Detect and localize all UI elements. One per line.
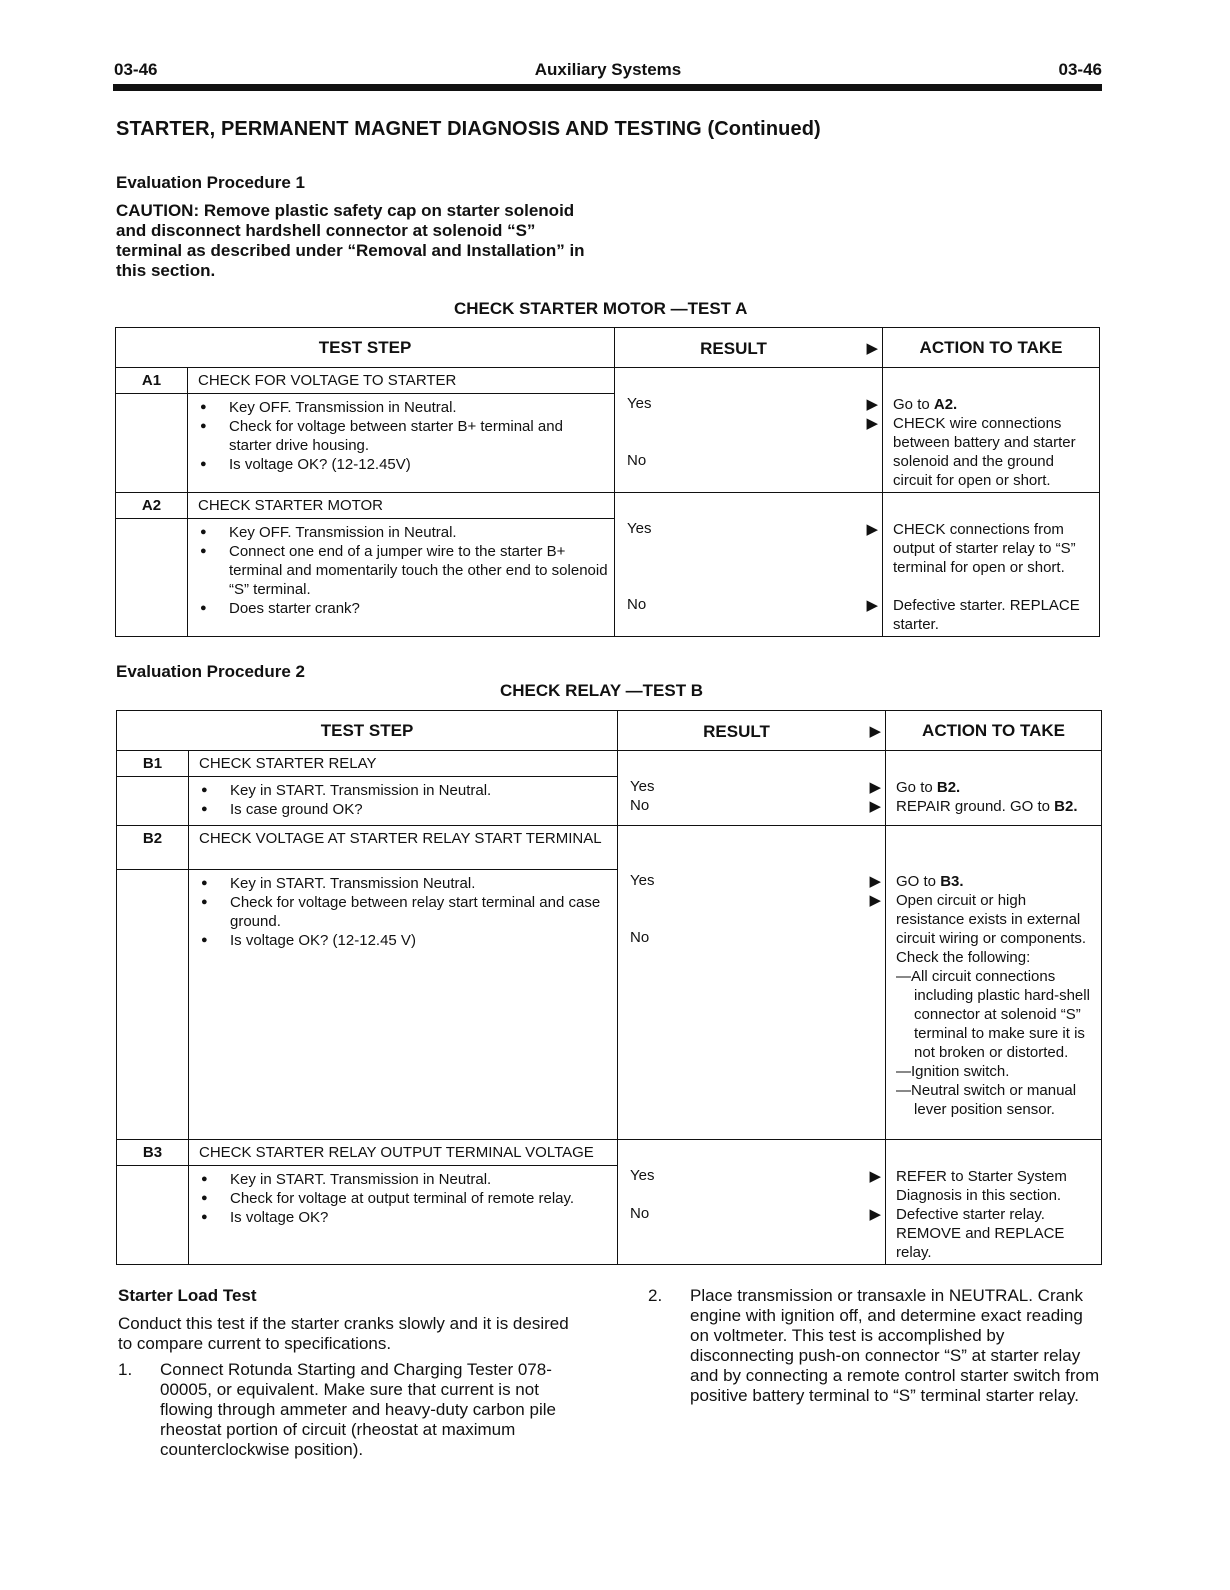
bullet-item: ● Check for voltage at output terminal of remote relay. <box>189 1189 611 1208</box>
result-yes: Yes <box>627 520 652 537</box>
list-number: 2. <box>648 1286 663 1305</box>
step-bullets <box>189 1166 618 1265</box>
bullet-item: ● Is case ground OK? <box>189 800 611 819</box>
test-a-col-action: ACTION TO TAKE <box>883 328 1100 368</box>
load-test-right-column <box>648 1286 1104 1406</box>
step-id: B2 <box>117 826 189 870</box>
list-item <box>118 1360 578 1460</box>
test-a-col-step: TEST STEP <box>116 328 615 368</box>
action-no: CHECK wire connections between battery and starter solenoid and the ground circuit for open or short. <box>893 415 1076 489</box>
step-id-spacer <box>116 394 188 493</box>
page-header <box>114 60 1102 82</box>
bullet-item: ● Check for voltage between starter B+ terminal and starter drive housing. <box>188 417 608 455</box>
bullet-item: ● Connect one end of a jumper wire to the starter B+ terminal and momentarily touch the other end to solenoid “S” terminal. <box>188 542 608 599</box>
caution-note: CAUTION: Remove plastic safety cap on starter solenoid and disconnect hardshell connector at solenoid “S” terminal as described under “Removal and Installation” in this section. <box>116 201 585 280</box>
arrow-icon: ▶ <box>869 798 882 815</box>
arrow-icon: ▶ <box>866 597 879 614</box>
bullet-item: ● Does starter crank? <box>188 599 608 618</box>
section-title: STARTER, PERMANENT MAGNET DIAGNOSIS AND TESTING (Continued) <box>116 118 821 140</box>
step-id-spacer <box>117 1166 189 1265</box>
load-test-heading: Starter Load Test <box>118 1286 257 1305</box>
step-name: CHECK VOLTAGE AT STARTER RELAY START TERMINAL <box>189 826 618 870</box>
action-no: Defective starter. REPLACE starter. <box>893 597 1080 633</box>
step-bullets <box>188 519 615 637</box>
action-yes: CHECK connections from output of starter relay to “S” terminal for open or short. <box>893 521 1076 576</box>
result-no: No <box>630 797 650 814</box>
test-a-title: CHECK STARTER MOTOR —TEST A <box>454 299 748 318</box>
result-no: No <box>630 1205 650 1222</box>
step-result <box>615 368 883 493</box>
action-yes: GO to B3. <box>896 873 964 890</box>
bullet-item: ● Key in START. Transmission in Neutral. <box>189 1170 611 1189</box>
list-text: Connect Rotunda Starting and Charging Tester 078-00005, or equivalent. Make sure that current is not flowing through ammeter and heavy-duty carbon pile rheostat portion of circuit (rheostat at maximum counterclockwise position). <box>160 1360 556 1459</box>
arrow-icon: ▶ <box>869 1206 882 1223</box>
arrow-icon: ▶ <box>866 415 879 432</box>
page-number-right: 03-46 <box>1058 60 1102 79</box>
arrow-icon: ▶ <box>869 892 882 909</box>
step-action <box>886 1140 1102 1265</box>
step-id-spacer <box>117 777 189 826</box>
arrow-icon: ▶ <box>869 779 882 796</box>
bullet-item: ● Key OFF. Transmission in Neutral. <box>188 398 608 417</box>
result-yes: Yes <box>630 778 655 795</box>
step-id: B3 <box>117 1140 189 1166</box>
step-id-spacer <box>116 519 188 637</box>
bullet-item: ● Key in START. Transmission in Neutral. <box>189 781 611 800</box>
test-a-col-result <box>615 328 883 368</box>
procedure2-heading: Evaluation Procedure 2 <box>116 662 305 681</box>
test-b-table <box>116 710 1102 1265</box>
step-action <box>883 493 1100 637</box>
step-id-spacer <box>117 870 189 1140</box>
result-yes: Yes <box>630 1167 655 1184</box>
action-no: REPAIR ground. GO to B2. <box>896 798 1078 815</box>
bullet-item: ● Is voltage OK? (12-12.45 V) <box>189 931 611 950</box>
bullet-item: ● Check for voltage between relay start terminal and case ground. <box>189 893 611 931</box>
step-name: CHECK FOR VOLTAGE TO STARTER <box>188 368 615 394</box>
load-test-left-column <box>118 1286 578 1460</box>
step-bullets <box>189 777 618 826</box>
step-result <box>615 493 883 637</box>
result-header-label: RESULT <box>703 722 770 741</box>
list-number: 1. <box>118 1360 133 1379</box>
arrow-icon: ▶ <box>869 873 882 890</box>
step-action <box>886 751 1102 826</box>
check-item: —Ignition switch. <box>896 1063 1010 1080</box>
result-header-label: RESULT <box>700 339 767 358</box>
bullet-item: ● Is voltage OK? <box>189 1208 611 1227</box>
step-result <box>618 751 886 826</box>
step-id: B1 <box>117 751 189 777</box>
check-item: —All circuit connections including plastic hard-shell connector at solenoid “S” terminal to make sure it is not broken or distorted. <box>896 968 1090 1061</box>
procedure1-heading: Evaluation Procedure 1 <box>116 173 305 192</box>
arrow-icon: ▶ <box>866 340 879 357</box>
result-no: No <box>627 596 647 613</box>
action-yes: REFER to Starter System Diagnosis in this section. <box>896 1168 1067 1204</box>
result-no: No <box>627 452 647 469</box>
action-no: Defective starter relay. REMOVE and REPLACE relay. <box>896 1206 1065 1261</box>
step-name: CHECK STARTER MOTOR <box>188 493 615 519</box>
action-yes: Go to B2. <box>896 779 961 796</box>
step-name: CHECK STARTER RELAY OUTPUT TERMINAL VOLTAGE <box>189 1140 618 1166</box>
arrow-icon: ▶ <box>866 396 879 413</box>
step-result <box>618 1140 886 1265</box>
list-item <box>648 1286 1104 1406</box>
arrow-icon: ▶ <box>869 1168 882 1185</box>
step-action <box>883 368 1100 493</box>
page-number-left: 03-46 <box>114 60 158 79</box>
test-a-table <box>115 327 1100 637</box>
step-result <box>618 826 886 1140</box>
arrow-icon: ▶ <box>866 521 879 538</box>
result-yes: Yes <box>627 395 652 412</box>
step-id: A1 <box>116 368 188 394</box>
check-item: —Neutral switch or manual lever position sensor. <box>896 1082 1077 1118</box>
action-yes: Go to A2. <box>893 396 958 413</box>
test-b-col-action: ACTION TO TAKE <box>886 711 1102 751</box>
list-text: Place transmission or transaxle in NEUTRAL. Crank engine with ignition off, and determine exact reading on voltmeter. This test is accomplished by disconnecting push-on connector “S” at starter relay and by connecting a remote control starter switch from positive battery terminal to “S” terminal starter relay. <box>690 1286 1100 1405</box>
step-bullets <box>188 394 615 493</box>
arrow-icon: ▶ <box>869 723 882 740</box>
load-test-intro: Conduct this test if the starter cranks slowly and it is desired to compare current to specifications. <box>118 1314 569 1353</box>
header-title: Auxiliary Systems <box>534 60 682 79</box>
test-b-title: CHECK RELAY —TEST B <box>500 681 704 700</box>
bullet-item: ● Key in START. Transmission Neutral. <box>189 874 611 893</box>
action-no: Open circuit or high resistance exists in external circuit wiring or components. Check the following: —All circuit connections including plastic hard-shell connector at solenoid “S” terminal to make sure it is not broken or distorted. —Ignition switch. —Neutral switch or manual lever position sensor. <box>896 891 1098 1119</box>
result-yes: Yes <box>630 872 655 889</box>
step-action <box>886 826 1102 1140</box>
test-b-col-result <box>618 711 886 751</box>
header-rule <box>113 84 1102 91</box>
result-no: No <box>630 929 650 946</box>
bullet-item: ● Is voltage OK? (12-12.45V) <box>188 455 608 474</box>
step-name: CHECK STARTER RELAY <box>189 751 618 777</box>
step-bullets <box>189 870 618 1140</box>
bullet-item: ● Key OFF. Transmission in Neutral. <box>188 523 608 542</box>
test-b-col-step: TEST STEP <box>117 711 618 751</box>
step-id: A2 <box>116 493 188 519</box>
